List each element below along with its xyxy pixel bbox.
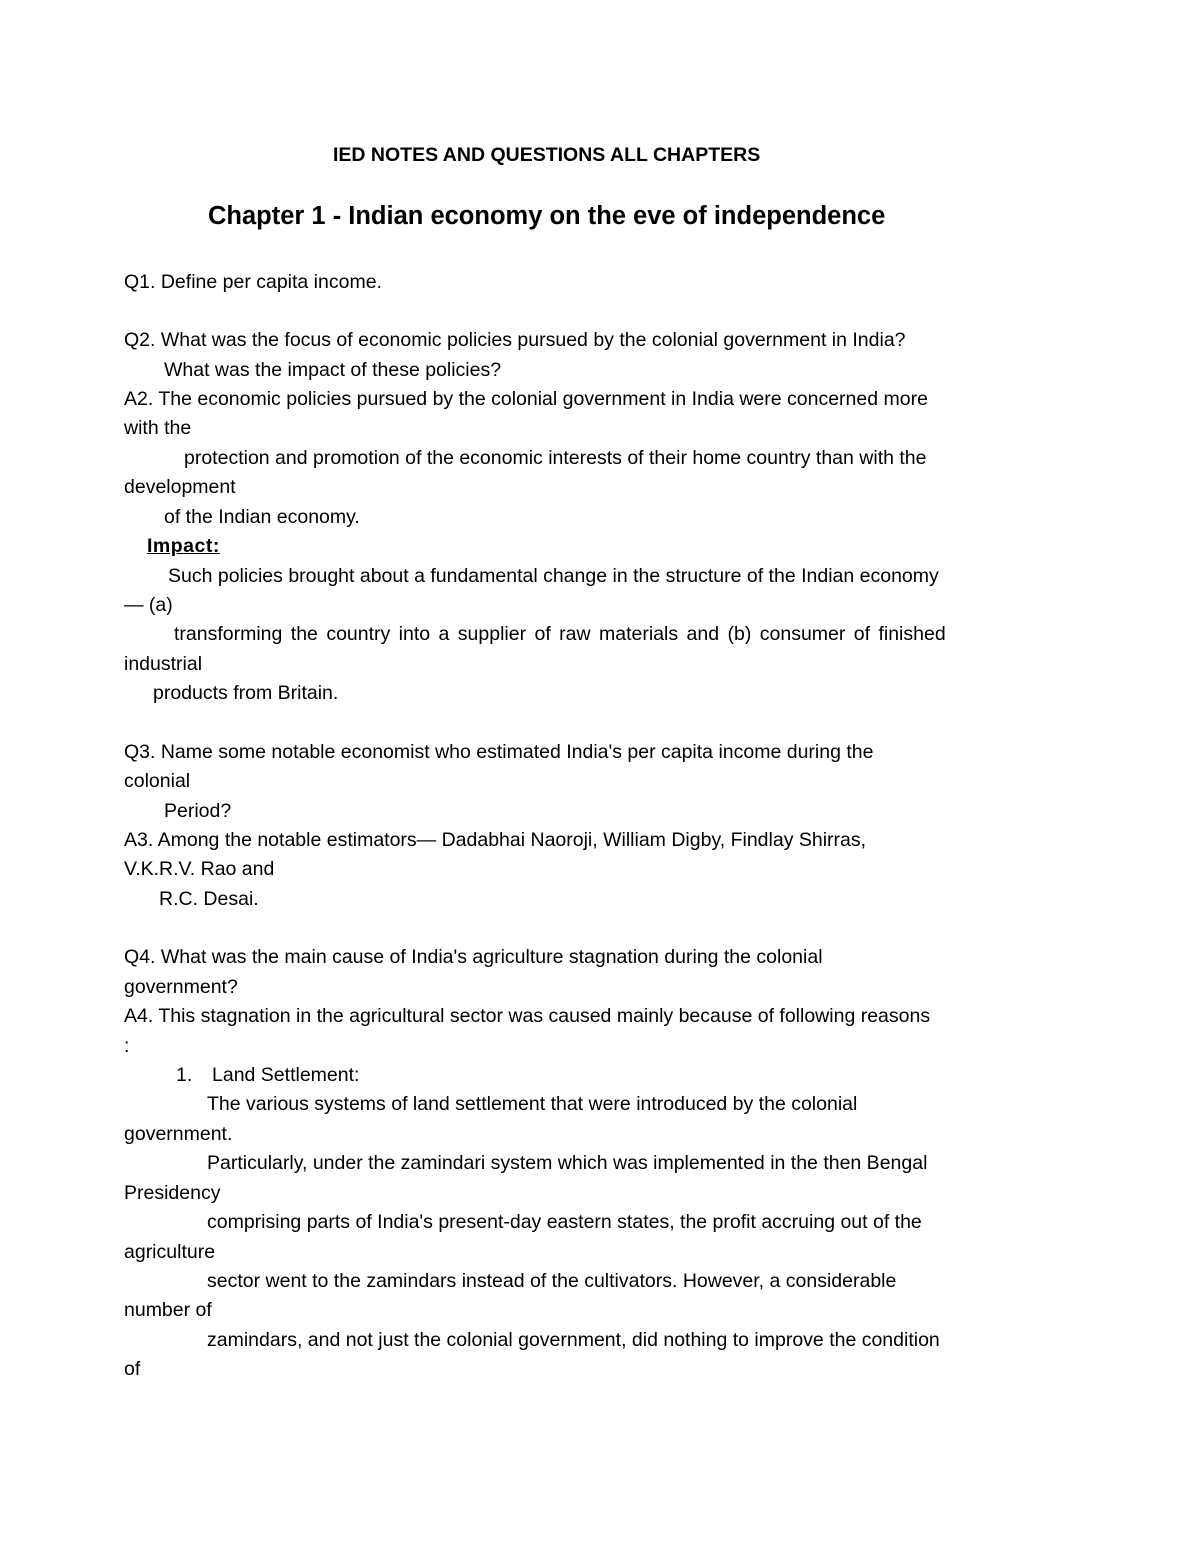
- answer-4-line-2: :: [124, 1035, 130, 1057]
- answer-3-line-3: R.C. Desai.: [159, 888, 259, 910]
- answer-2-line-5: of the Indian economy.: [164, 506, 360, 528]
- land-settlement-line-3: Particularly, under the zamindari system which was implemented in the then Bengal: [207, 1152, 928, 1174]
- answer-3-line-1: A3. Among the notable estimators— Dadabhai Naoroji, William Digby, Findlay Shirras,: [124, 829, 867, 851]
- question-4-line-1: Q4. What was the main cause of India's agriculture stagnation during the colonial: [124, 946, 823, 968]
- impact-line-3: transforming the country into a supplier of raw materials and (b) consumer of finished: [174, 623, 946, 645]
- land-settlement-line-2: government.: [124, 1123, 233, 1145]
- answer-3-line-2: V.K.R.V. Rao and: [124, 858, 275, 880]
- land-settlement-line-5: comprising parts of India's present-day eastern states, the profit accruing out of the: [207, 1211, 922, 1233]
- impact-line-4: industrial: [124, 653, 203, 675]
- list-item-title: Land Settlement:: [212, 1064, 360, 1086]
- document-title: IED NOTES AND QUESTIONS ALL CHAPTERS: [333, 144, 761, 166]
- question-2-line-2: What was the impact of these policies?: [164, 359, 502, 381]
- impact-line-5: products from Britain.: [153, 682, 339, 704]
- question-4-line-2: government?: [124, 976, 238, 998]
- answer-2-line-4: development: [124, 476, 236, 498]
- impact-heading: Impact:: [147, 535, 220, 557]
- impact-line-2: — (a): [124, 594, 173, 616]
- chapter-title: Chapter 1 - Indian economy on the eve of independence: [208, 202, 886, 230]
- answer-2-line-1: A2. The economic policies pursued by the colonial government in India were concerned more: [124, 388, 928, 410]
- land-settlement-line-10: of: [124, 1358, 141, 1380]
- question-3-line-2: colonial: [124, 770, 191, 792]
- answer-2-line-2: with the: [124, 417, 192, 439]
- land-settlement-line-7: sector went to the zamindars instead of the cultivators. However, a considerable: [207, 1270, 897, 1292]
- answer-4-line-1: A4. This stagnation in the agricultural sector was caused mainly because of following reasons: [124, 1005, 931, 1027]
- question-3-line-3: Period?: [164, 800, 232, 822]
- land-settlement-line-4: Presidency: [124, 1182, 221, 1204]
- answer-2-line-3: protection and promotion of the economic interests of their home country than with the: [184, 447, 927, 469]
- list-item-number: 1.: [176, 1064, 193, 1086]
- land-settlement-line-1: The various systems of land settlement that were introduced by the colonial: [207, 1093, 858, 1115]
- question-3-line-1: Q3. Name some notable economist who estimated India's per capita income during the: [124, 741, 874, 763]
- land-settlement-line-9: zamindars, and not just the colonial government, did nothing to improve the condition: [207, 1329, 940, 1351]
- question-1: Q1. Define per capita income.: [124, 271, 382, 293]
- impact-line-1: Such policies brought about a fundamental change in the structure of the Indian economy: [168, 565, 939, 587]
- land-settlement-line-6: agriculture: [124, 1241, 216, 1263]
- question-2-line-1: Q2. What was the focus of economic policies pursued by the colonial government in India?: [124, 329, 906, 351]
- land-settlement-line-8: number of: [124, 1299, 212, 1321]
